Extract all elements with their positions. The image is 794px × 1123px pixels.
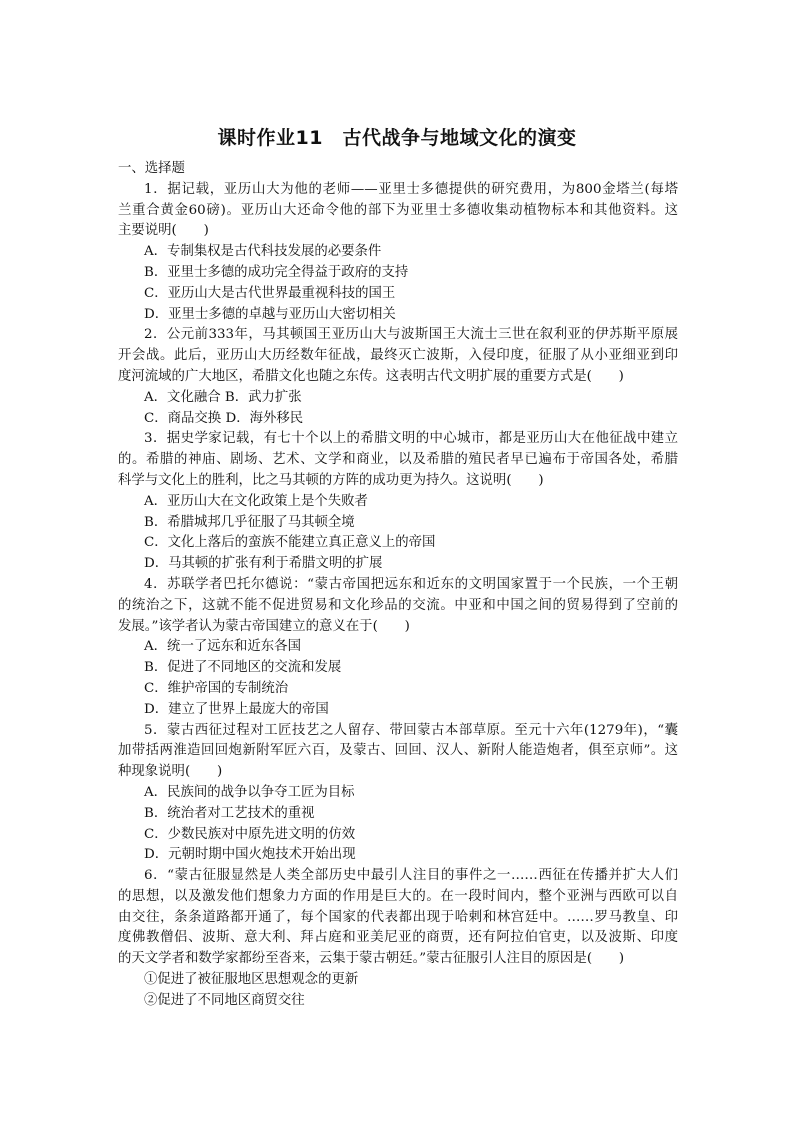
question-stem-line: 科学与文化上的胜利，比之马其顿的方阵的成功更为持久。这说明( ) [118,472,544,488]
question-stem-line: 的思想，以及激发他们想象力方面的作用是巨大的。在一段时间内，整个亚洲与西欧可以自 [118,888,678,904]
answer-option: A．文化融合 B．武力扩张 [144,389,302,405]
question-stem-line: 的统治之下，这就不能不促进贸易和文化珍品的交流。中亚和中国之间的贸易得到了空前的 [118,597,678,613]
statement-item: ②促进了不同地区商贸交往 [144,992,305,1008]
question-stem-line: 兰重合黄金60磅)。亚历山大还命令他的部下为亚里士多德收集动植物标本和其他资料。这 [118,202,678,218]
answer-option: D．马其顿的扩张有利于希腊文明的扩展 [144,556,383,572]
question-stem-line: 5．蒙古西征过程对工匠技艺之人留存、带回蒙古本部草原。至元十六年(1279年)，“囊 [144,722,678,738]
answer-option: B．统治者对工艺技术的重视 [144,805,315,821]
answer-option: D．建立了世界上最庞大的帝国 [144,701,329,717]
answer-option: A．民族间的战争以争夺工匠为目标 [144,784,355,800]
question-stem-line: 开会战。此后，亚历山大历经数年征战，最终灭亡波斯，入侵印度，征服了从小亚细亚到印 [118,348,678,364]
question-stem-line: 由交往，条条道路都开通了，每个国家的代表都出现于哈剌和林宫廷中。……罗马教皇、印 [118,909,678,925]
answer-option: D．亚里士多德的卓越与亚历山大密切相关 [144,306,396,322]
question-stem-line: 3．据史学家记载，有七十个以上的希腊文明的中心城市，都是亚历山大在他征战中建立 [144,431,678,447]
question-stem-line: 的。希腊的神庙、剧场、艺术、文学和商业，以及希腊的殖民者早已遍布于帝国各处，希腊 [118,452,678,468]
answer-option: C．维护帝国的专制统治 [144,680,289,696]
section-heading: 一、选择题 [118,161,185,176]
answer-option: B．希腊城邦几乎征服了马其顿全境 [144,514,355,530]
statement-item: ①促进了被征服地区思想观念的更新 [144,972,359,988]
question-stem-line: 度佛教僧侣、波斯、意大利、拜占庭和亚美尼亚的商贾，还有阿拉伯官吏，以及波斯、印度 [118,930,678,946]
answer-option: B．亚里士多德的成功完全得益于政府的支持 [144,264,409,280]
answer-option: C．亚历山大是古代世界最重视科技的国王 [144,285,396,301]
question-stem-line: 种现象说明( ) [118,764,223,780]
question-stem-line: 的天文学者和数学家都纷至沓来，云集于蒙古朝廷。”蒙古征服引人注目的原因是( ) [118,951,625,967]
answer-option: A．亚历山大在文化政策上是个失败者 [144,493,368,509]
answer-option: C．少数民族对中原先进文明的仿效 [144,826,356,842]
answer-option: D．元朝时期中国火炮技术开始出现 [144,847,356,863]
question-stem-line: 4．苏联学者巴托尔德说：“蒙古帝国把远东和近东的文明国家置于一个民族，一个王朝 [144,576,678,592]
answer-option: B．促进了不同地区的交流和发展 [144,660,342,676]
question-stem-line: 度河流域的广大地区，希腊文化也随之东传。这表明古代文明扩展的重要方式是( ) [118,368,624,384]
question-stem-line: 2．公元前333年，马其顿国王亚历山大与波斯国王大流士三世在叙利亚的伊苏斯平原展 [144,327,678,343]
question-stem-line: 6．“蒙古征服显然是人类全部历史中最引人注目的事件之一……西征在传播并扩大人们 [144,868,678,884]
question-stem-line: 加带括两淮造回回炮新附军匠六百，及蒙古、回回、汉人、新附人能造炮者，俱至京师”。这 [118,743,678,759]
question-stem-line: 主要说明( ) [118,223,209,239]
page-title: 课时作业11 古代战争与地域文化的演变 [217,127,577,149]
answer-option: C．商品交换 D．海外移民 [144,410,304,426]
answer-option: C．文化上落后的蛮族不能建立真正意义上的帝国 [144,535,436,551]
question-stem-line: 1．据记载，亚历山大为他的老师——亚里士多德提供的研究费用，为800金塔兰(每塔 [144,181,678,197]
question-stem-line: 发展。”该学者认为蒙古帝国建立的意义在于( ) [118,618,410,634]
answer-option: A．专制集权是古代科技发展的必要条件 [144,244,382,260]
question-body [118,159,678,1012]
answer-option: A．统一了远东和近东各国 [144,639,301,655]
